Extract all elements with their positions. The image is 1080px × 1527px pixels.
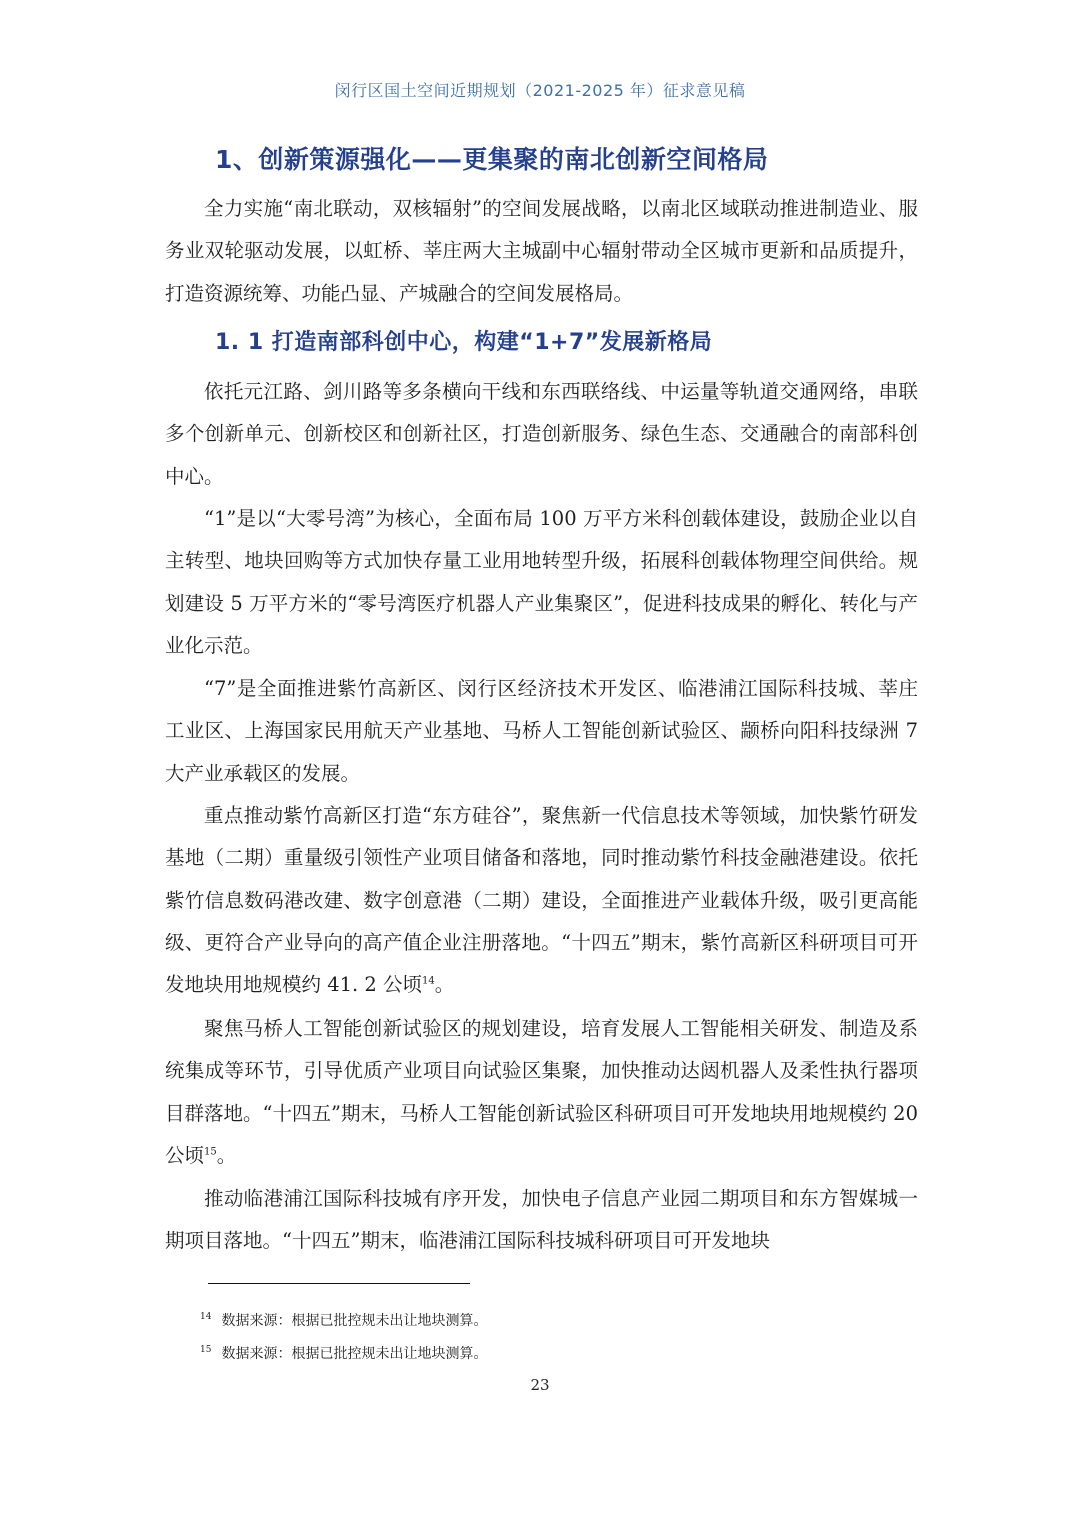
footnote-15 bbox=[200, 1343, 487, 1363]
running-header: 闵行区国土空间近期规划（2021-2025 年）征求意见稿 bbox=[334, 81, 746, 100]
footnote-text: 数据来源：根据已批控规未出让地块测算。 bbox=[221, 1313, 488, 1329]
footnote-number: 14 bbox=[200, 1312, 212, 1323]
paragraph-one-core: “1”是以“大零号湾”为核心，全面布局 100 万平方米科创载体建设，鼓励企业以自主转型、地块回购等方式加快存量工业用地转型升级，拓展科创载体物理空间供给。规划建设 5 万平方米的“零号湾医疗机器人产业集聚区”，促进科技成果的孵化、转化与产业化示范。 bbox=[165, 507, 918, 657]
paragraph-seven-zones: “7”是全面推进紫竹高新区、闵行区经济技术开发区、临港浦江国际科技城、莘庄工业区、上海国家民用航天产业基地、马桥人工智能创新试验区、颛桥向阳科技绿洲 7 大产业承载区的发展。 bbox=[165, 677, 918, 785]
page-number: 23 bbox=[530, 1376, 550, 1394]
paragraph-maqiao-end: 。 bbox=[216, 1143, 237, 1167]
footnote-divider bbox=[208, 1283, 470, 1284]
paragraph-lingang: 推动临港浦江国际科技城有序开发，加快电子信息产业园二期项目和东方智媒城一期项目落地。“十四五”期末，临港浦江国际科技城科研项目可开发地块 bbox=[165, 1187, 918, 1253]
footnote-number: 15 bbox=[200, 1345, 212, 1356]
paragraph-zizhu-text: 重点推动紫竹高新区打造“东方硅谷”，聚焦新一代信息技术等领域，加快紫竹研发基地（二期）重量级引领性产业项目储备和落地，同时推动紫竹科技金融港建设。依托紫竹信息数码港改建、数字创意港（二期）建设，全面推进产业载体升级，吸引更高能级、更符合产业导向的高产值企业注册落地。“十四五”期末，紫竹高新区科研项目可开发地块用地规模约 41. 2 公顷 bbox=[165, 804, 918, 997]
footnote-ref-15[interactable]: 15 bbox=[204, 1146, 217, 1158]
section-intro-paragraph: 全力实施“南北联动，双核辐射”的空间发展战略，以南北区域联动推进制造业、服务业双轮驱动发展，以虹桥、莘庄两大主城副中心辐射带动全区城市更新和品质提升，打造资源统筹、功能凸显、产城融合的空间发展格局。 bbox=[165, 197, 918, 305]
paragraph-zizhu bbox=[165, 795, 918, 1006]
footnote-text: 数据来源：根据已批控规未出让地块测算。 bbox=[221, 1346, 488, 1362]
footnote-ref-14[interactable]: 14 bbox=[422, 975, 435, 987]
paragraph-zizhu-end: 。 bbox=[434, 973, 455, 997]
subsection-heading: 1. 1 打造南部科创中心，构建“1+7”发展新格局 bbox=[215, 330, 713, 355]
section-heading: 1、创新策源强化——更集聚的南北创新空间格局 bbox=[215, 145, 769, 174]
paragraph-maqiao-text: 聚焦马桥人工智能创新试验区的规划建设，培育发展人工智能相关研发、制造及系统集成等环节，引导优质产业项目向试验区集聚，加快推动达闼机器人及柔性执行器项目群落地。“十四五”期末，马桥人工智能创新试验区科研项目可开发地块用地规模约 20 公顷 bbox=[165, 1017, 918, 1167]
paragraph-maqiao bbox=[165, 1008, 918, 1177]
footnote-14 bbox=[200, 1310, 487, 1330]
paragraph-transport-network: 依托元江路、剑川路等多条横向干线和东西联络线、中运量等轨道交通网络，串联多个创新单元、创新校区和创新社区，打造创新服务、绿色生态、交通融合的南部科创中心。 bbox=[165, 380, 918, 488]
